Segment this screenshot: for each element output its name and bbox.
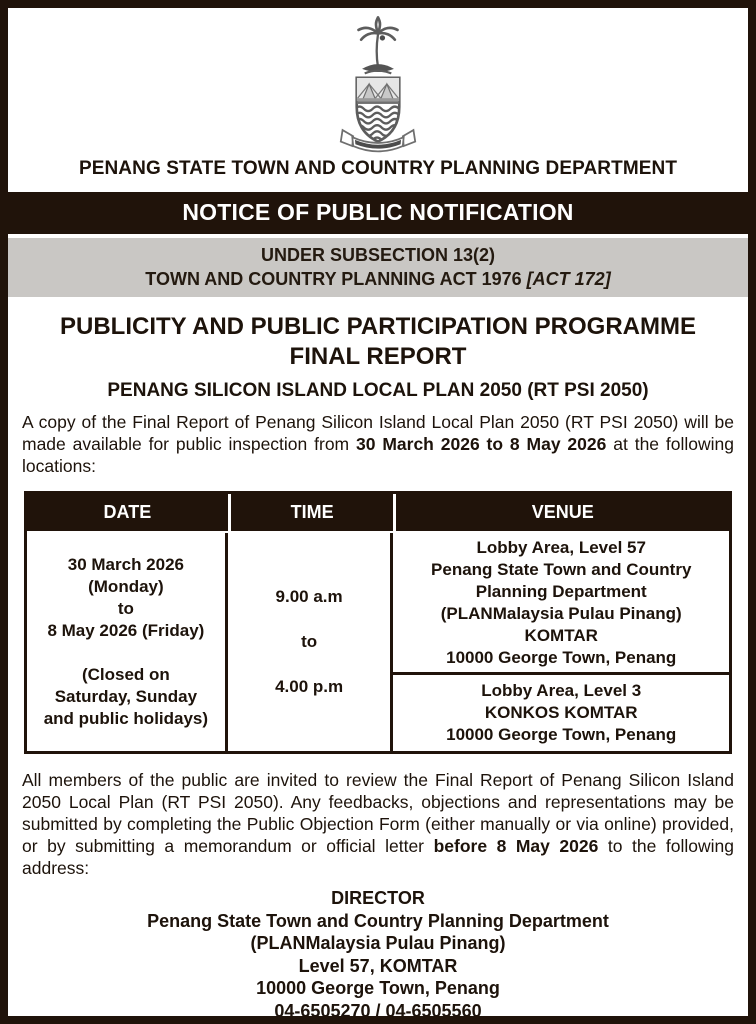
closing-text-after: to the following address:: [22, 836, 735, 878]
subsection-line1: UNDER SUBSECTION 13(2): [260, 245, 496, 265]
intro-text-before: A copy of the Final Report of Penang Silicon Island Local Plan 2050 (RT PSI 2050) will be made available for public inspection from: [22, 412, 734, 454]
penang-state-crest-icon: [328, 14, 428, 154]
time-line: to: [301, 632, 318, 651]
inspection-schedule-table: [24, 491, 732, 754]
subsection-act-reference: [ACT 172]: [526, 269, 611, 289]
date-note-line: and public holidays): [43, 709, 209, 728]
venue1-line: Lobby Area, Level 57: [476, 537, 646, 557]
closing-paragraph: [22, 769, 734, 879]
table-header-row: [27, 494, 729, 533]
date-note-line: (Closed on: [81, 665, 170, 684]
venue2-line: KONKOS KOMTAR: [484, 703, 638, 722]
subsection-act-prefix: TOWN AND COUNTRY PLANNING ACT 1976: [145, 269, 527, 289]
address-line-city: 10000 George Town, Penang: [256, 978, 500, 998]
time-line: 9.00 a.m: [275, 587, 343, 606]
venue1-line: 10000 George Town, Penang: [446, 647, 677, 667]
date-line: 30 March 2026: [67, 555, 184, 574]
notice-title-bar: NOTICE OF PUBLIC NOTIFICATION: [8, 192, 748, 234]
table-cell-date: [27, 533, 228, 751]
department-name: PENANG STATE TOWN AND COUNTRY PLANNING DEPARTMENT: [78, 158, 678, 179]
closing-deadline: before 8 May 2026: [433, 836, 599, 856]
crest-logo-container: [8, 8, 748, 148]
date-line: 8 May 2026 (Friday): [47, 621, 205, 640]
address-line-phone: 04-6505270 / 04-6505560: [274, 1000, 482, 1021]
venue1-line: Penang State Town and Country: [431, 559, 692, 579]
address-line-level: Level 57, KOMTAR: [298, 955, 458, 976]
table-header-time: TIME: [228, 494, 394, 531]
plan-title: PENANG SILICON ISLAND LOCAL PLAN 2050 (RT PSI 2050): [107, 380, 649, 401]
venue2-line: Lobby Area, Level 3: [481, 681, 642, 700]
intro-text-after: at the following locations:: [22, 434, 734, 476]
venue1-line: KOMTAR: [524, 625, 598, 645]
table-cell-venue-1: [393, 533, 729, 675]
subsection-line2: [8, 267, 748, 291]
date-line: (Monday): [88, 577, 164, 596]
subsection-bar: [8, 238, 748, 297]
address-block: [8, 887, 748, 1022]
venue1-line: (PLANMalaysia Pulau Pinang): [440, 603, 682, 623]
intro-paragraph: [22, 411, 734, 477]
table-cell-venue-2: [393, 675, 729, 751]
date-note-line: Saturday, Sunday: [54, 687, 198, 706]
table-cell-time: [228, 533, 394, 751]
main-title-line1: PUBLICITY AND PUBLIC PARTICIPATION PROGRAMME: [60, 313, 696, 340]
table-header-venue: VENUE: [393, 494, 729, 531]
main-title: [8, 312, 748, 372]
address-line-director: DIRECTOR: [331, 888, 425, 908]
intro-date-range: 30 March 2026 to 8 May 2026: [356, 434, 607, 454]
closing-text-before: All members of the public are invited to review the Final Report of Penang Silicon Island 2050 Local Plan (RT PSI 2050). Any feedbacks, objections and representations may be submitted by completing the Public Objection Form (either manually or via online) provided, or by submitting a memorandum or official letter: [22, 770, 734, 856]
main-title-line2: FINAL REPORT: [289, 343, 467, 370]
address-line-planmalaysia: (PLANMalaysia Pulau Pinang): [250, 933, 506, 953]
time-line: 4.00 p.m: [275, 677, 344, 696]
venue1-line: Planning Department: [475, 581, 647, 601]
table-body: [27, 533, 729, 751]
table-header-date: DATE: [103, 502, 152, 522]
address-line-department: Penang State Town and Country Planning Department: [147, 910, 609, 931]
date-line: to: [117, 599, 134, 618]
venue2-line: 10000 George Town, Penang: [446, 725, 677, 744]
